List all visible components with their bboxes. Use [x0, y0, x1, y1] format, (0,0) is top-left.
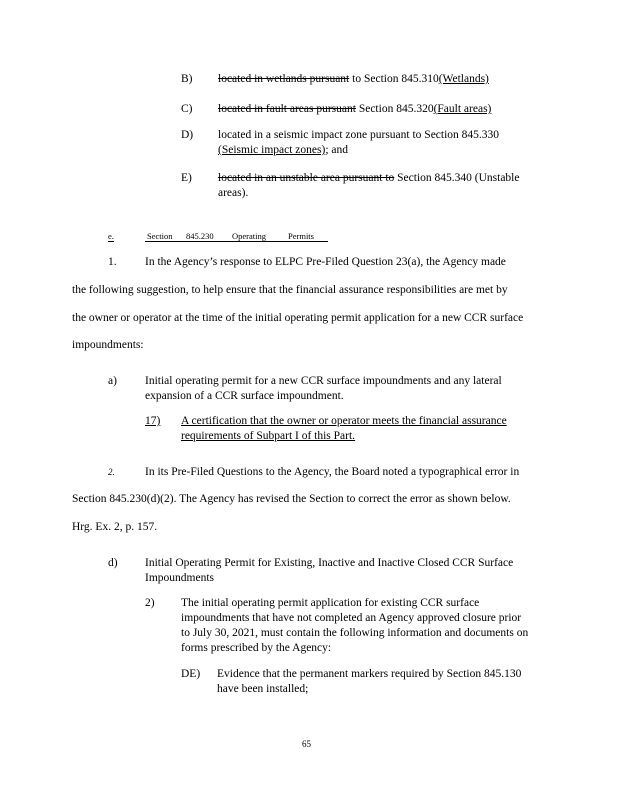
para2-number: 2. [108, 467, 115, 477]
list-item-e-line1 [218, 171, 519, 186]
list-item-b-text [218, 72, 489, 87]
item-17-label: 17) [145, 415, 161, 427]
para1-line2: the following suggestion, to help ensure that the financial assurance responsibilities are met by [72, 284, 508, 296]
item-a-line1: Initial operating permit for a new CCR surface impoundments and any lateral [145, 375, 502, 387]
item-d-label: d) [108, 557, 118, 569]
para2-line3: Hrg. Ex. 2, p. 157. [72, 521, 158, 533]
underlined-text: (Fault areas) [433, 103, 492, 115]
section-heading-word3: Operating [232, 231, 266, 241]
list-label-d: D) [181, 129, 194, 141]
item-d-line2: Impoundments [145, 572, 214, 584]
item-2-line4: forms prescribed by the Agency: [181, 642, 332, 654]
struck-text: located in an unstable area pursuant to [218, 172, 395, 184]
section-heading-label: e. [108, 231, 114, 241]
section-heading-word2: 845.230 [186, 231, 214, 241]
item-17-line1: A certification that the owner or operator meets the financial assurance [181, 415, 507, 427]
plain-text: to Section 845.310 [349, 73, 439, 85]
list-label-e: E) [181, 172, 192, 184]
item-de-line1: Evidence that the permanent markers required by Section 845.130 [217, 668, 522, 680]
para2-line2: Section 845.230(d)(2). The Agency has revised the Section to correct the error as shown below. [72, 493, 511, 505]
page-number: 65 [302, 739, 311, 749]
section-heading-word4: Permits [288, 231, 314, 241]
list-item-d-line1: located in a seismic impact zone pursuant to Section 845.330 [218, 129, 500, 141]
para1-number: 1. [108, 256, 117, 268]
list-item-c-text [218, 102, 491, 117]
item-de-label: DE) [181, 668, 201, 680]
plain-text: Section 845.340 (Unstable [394, 172, 520, 184]
item-a-line2: expansion of a CCR surface impoundment. [145, 390, 344, 402]
item-2-line3: to July 30, 2021, must contain the following information and documents on [181, 627, 529, 639]
item-de-line2: have been installed; [217, 683, 309, 695]
underlined-text: (Wetlands) [438, 73, 489, 85]
plain-text: Section 845.320 [355, 103, 434, 115]
heading-underline-label [108, 241, 114, 242]
item-2-line1: The initial operating permit application for existing CCR surface [181, 597, 480, 609]
item-d-line1: Initial Operating Permit for Existing, Inactive and Inactive Closed CCR Surface [145, 557, 514, 569]
list-label-b: B) [181, 73, 193, 85]
section-heading-word1: Section [147, 231, 173, 241]
list-label-c: C) [181, 103, 193, 115]
underlined-text: (Seismic impact zones) [218, 144, 326, 156]
heading-underline [145, 241, 328, 242]
struck-text: located in wetlands pursuant [218, 73, 350, 85]
plain-text: ; and [325, 144, 348, 156]
item-2-label: 2) [145, 597, 155, 609]
item-a-label: a) [108, 375, 117, 387]
para2-line1: In its Pre-Filed Questions to the Agency, the Board noted a typographical error in [145, 466, 520, 478]
para1-line1: In the Agency’s response to ELPC Pre-Filed Question 23(a), the Agency made [145, 256, 506, 268]
para1-line4: impoundments: [72, 339, 144, 351]
para1-line3: the owner or operator at the time of the initial operating permit application for a new CCR surface [72, 312, 524, 324]
item-17-line2: requirements of Subpart I of this Part. [181, 430, 356, 442]
struck-text: located in fault areas pursuant [218, 103, 356, 115]
list-item-e-line2: areas). [218, 187, 249, 199]
item-2-line2: impoundments that have not completed an Agency approved closure prior [181, 612, 522, 624]
list-item-d-line2 [218, 143, 348, 158]
